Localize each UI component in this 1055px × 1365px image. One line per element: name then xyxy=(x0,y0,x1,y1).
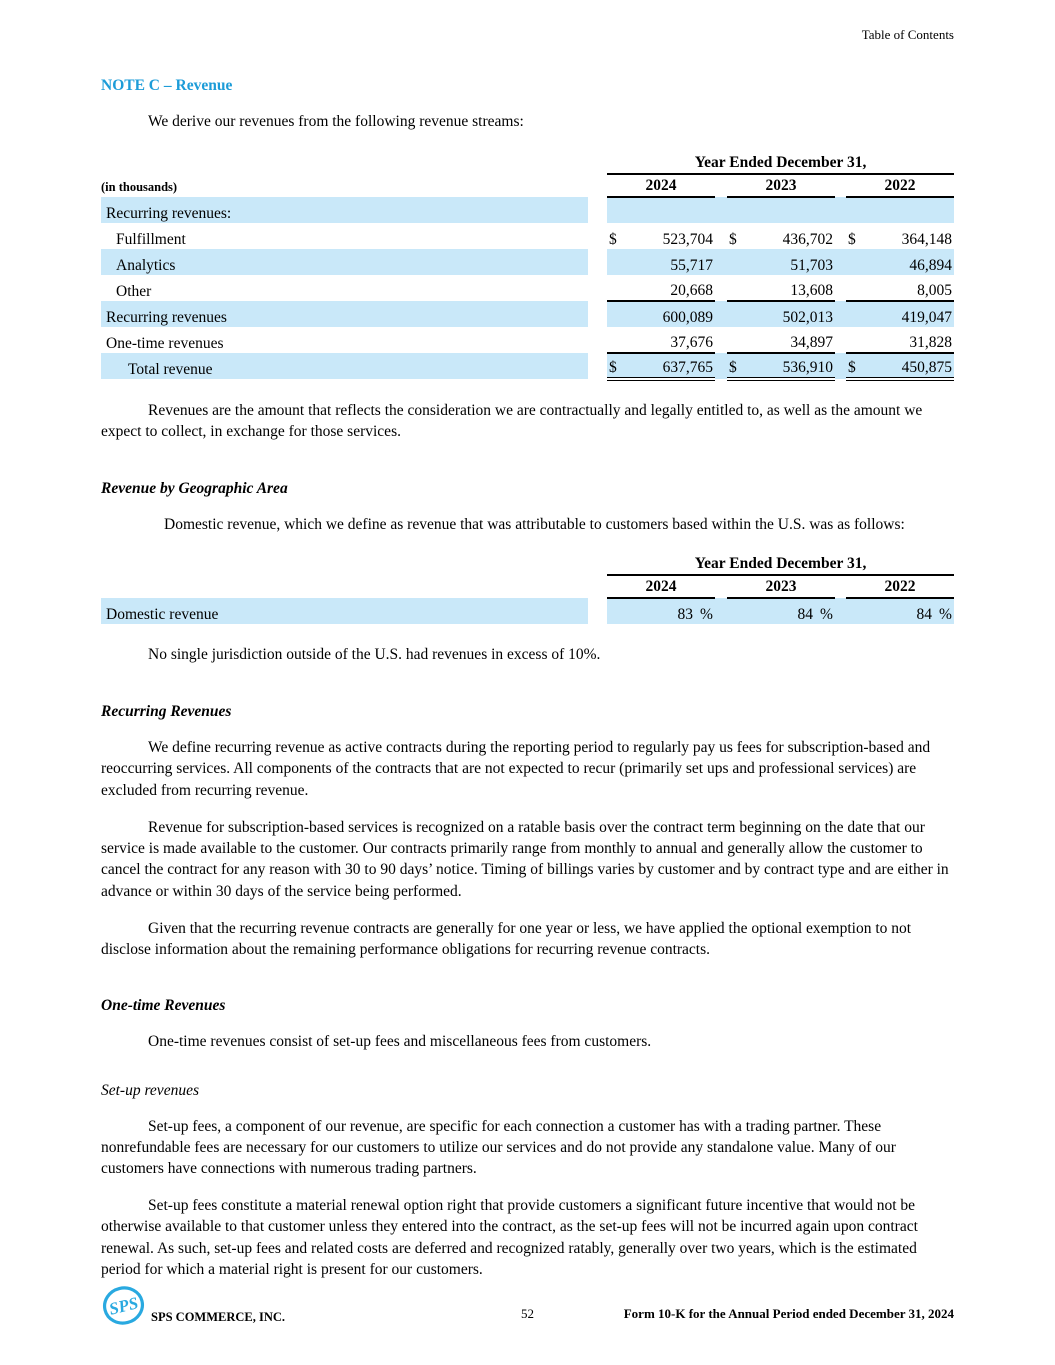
spacer-cell xyxy=(588,223,607,249)
spacer-cell xyxy=(835,223,846,249)
revenue-recognition-paragraph: Revenues are the amount that reflects the consideration we are contractually and legally entitled to, as well as the amount we expect to collect, in exchange for those services. xyxy=(101,402,923,441)
value-cell: 502,013 xyxy=(749,301,835,327)
table-row xyxy=(101,223,954,249)
currency-symbol-cell xyxy=(846,301,868,327)
empty-cell xyxy=(101,575,588,598)
value-cell: 46,894 xyxy=(868,249,954,275)
spacer-cell xyxy=(715,301,727,327)
currency-symbol-cell xyxy=(607,249,629,275)
currency-symbol-cell xyxy=(727,301,749,327)
spacer-cell xyxy=(715,223,727,249)
table-year-header-row xyxy=(101,575,954,598)
spacer-cell xyxy=(835,249,846,275)
empty-cell xyxy=(101,154,588,174)
spacer-cell xyxy=(715,598,727,624)
recurring-paragraph-1: We define recurring revenue as active contracts during the reporting period to regularly pay us fees for subscription-based and reoccurring services. All components of the contracts that are not expected to recur (primarily set ups and professional services) are excluded from recurring revenue. xyxy=(101,739,931,799)
spacer-cell xyxy=(715,353,727,379)
row-label: Fulfillment xyxy=(116,231,186,249)
units-label: (in thousands) xyxy=(101,180,178,195)
row-label: Recurring revenues xyxy=(101,301,588,327)
recurring-revenues-heading: Recurring Revenues xyxy=(101,703,232,721)
value-cell: 436,702 xyxy=(782,231,833,249)
spacer-cell xyxy=(715,197,727,223)
spacer-cell xyxy=(835,353,846,379)
currency-symbol-cell xyxy=(727,327,749,353)
currency-symbol-cell xyxy=(607,327,629,353)
table-row xyxy=(101,275,954,301)
currency-symbol-cell xyxy=(846,327,868,353)
spacer-cell xyxy=(588,555,607,575)
value-cell: 13,608 xyxy=(749,275,835,301)
spacer-cell xyxy=(715,327,727,353)
setup-paragraph-2: Set-up fees constitute a material renewal option right that provide customers a significant future incentive that would not be otherwise available to that customer unless they entered into the contract, as the set-up fees will not be incurred again upon contract renewal. As such, set-up fees and related costs are deferred and recognized ratably, generally over two years, which is the estimated period for which a material right is present for our customers. xyxy=(101,1197,918,1278)
table-of-contents-link[interactable]: Table of Contents xyxy=(861,27,954,42)
geographic-heading: Revenue by Geographic Area xyxy=(101,479,288,497)
svg-text:SPS: SPS xyxy=(107,1293,141,1319)
setup-paragraph-1: Set-up fees, a component of our revenue, are specific for each connection a customer has with a trading partner. These nonrefundable fees are necessary for our customers to utilize our services and do not provide any standalone value. Many of our customers have connections with numerous trading partners. xyxy=(101,1117,896,1177)
currency-symbol-cell: $ xyxy=(609,231,617,249)
currency-symbol-cell xyxy=(727,275,749,301)
year-header: 2024 xyxy=(607,575,715,598)
currency-symbol-cell xyxy=(607,197,629,223)
year-header: 2022 xyxy=(846,575,954,598)
value-cell: 364,148 xyxy=(901,231,953,249)
value-cell: 84 xyxy=(727,598,815,624)
value-cell: 83 xyxy=(607,598,695,624)
row-label: Recurring revenues: xyxy=(101,197,588,223)
spacer-cell xyxy=(588,575,607,598)
value-cell: 536,910 xyxy=(749,353,835,379)
table-span-header-row xyxy=(101,154,954,174)
currency-symbol-cell: $ xyxy=(607,353,629,379)
value-cell: 37,676 xyxy=(629,327,715,353)
page-footer xyxy=(101,1283,954,1335)
intro-paragraph: We derive our revenues from the following revenue streams: xyxy=(148,113,524,130)
spacer-cell xyxy=(835,174,846,197)
currency-symbol-cell xyxy=(846,275,868,301)
value-cell: 8,005 xyxy=(868,275,954,301)
footer-company-name: SPS COMMERCE, INC. xyxy=(151,1310,286,1324)
row-label: Other xyxy=(116,283,152,301)
table-row xyxy=(101,197,954,223)
percent-sign-cell: % xyxy=(815,598,835,624)
row-label: Total revenue xyxy=(101,353,588,379)
domestic-revenue-table xyxy=(101,555,954,624)
percent-sign-cell: % xyxy=(695,598,715,624)
jurisdiction-note-paragraph: No single jurisdiction outside of the U.S. had revenues in excess of 10%. xyxy=(148,645,601,663)
currency-symbol-cell: $ xyxy=(848,231,856,249)
spacer-cell xyxy=(588,249,607,275)
empty-cell xyxy=(101,555,588,575)
currency-symbol-cell: $ xyxy=(729,231,737,249)
spacer-cell xyxy=(588,197,607,223)
value-cell: 450,875 xyxy=(868,353,954,379)
value-cell: 637,765 xyxy=(629,353,715,379)
year-header: 2024 xyxy=(607,174,715,197)
value-cell: 84 xyxy=(846,598,934,624)
table-row xyxy=(101,301,954,327)
table-year-header-row xyxy=(101,174,954,197)
currency-symbol-cell xyxy=(727,249,749,275)
currency-symbol-cell xyxy=(846,249,868,275)
spacer-cell xyxy=(715,174,727,197)
recurring-paragraph-3: Given that the recurring revenue contracts are generally for one year or less, we have applied the optional exemption to not disclose information about the remaining performance obligations for recurring revenue contracts. xyxy=(101,919,912,959)
recurring-paragraph-2: Revenue for subscription-based services is recognized on a ratable basis over the contract term beginning on the date that our service is made available to the customer. Our contracts primarily range from monthly to annual and generally allow the customer to cancel the contract for any reason with 30 to 90 days’ notice. Timing of billings varies by customer and by contract type and are either in advance or within 30 days of the service being performed. xyxy=(101,818,949,900)
span-header: Year Ended December 31, xyxy=(607,555,954,575)
value-cell: 600,089 xyxy=(629,301,715,327)
value-cell xyxy=(629,197,715,223)
row-label: Domestic revenue xyxy=(101,598,588,624)
value-cell xyxy=(749,197,835,223)
spacer-cell xyxy=(588,327,607,353)
value-cell: 419,047 xyxy=(868,301,954,327)
value-cell: 55,717 xyxy=(629,249,715,275)
value-cell: 523,704 xyxy=(662,231,713,249)
note-title: NOTE C – Revenue xyxy=(101,77,233,94)
currency-symbol-cell xyxy=(846,197,868,223)
one-time-intro-paragraph: One-time revenues consist of set-up fees and miscellaneous fees from customers. xyxy=(148,1033,652,1051)
year-header: 2023 xyxy=(727,174,835,197)
footer-page-number: 52 xyxy=(521,1306,534,1321)
spacer-cell xyxy=(588,301,607,327)
spacer-cell xyxy=(715,249,727,275)
table-span-header-row xyxy=(101,555,954,575)
spacer-cell xyxy=(835,197,846,223)
value-cell: 31,828 xyxy=(868,327,954,353)
spacer-cell xyxy=(835,598,846,624)
spacer-cell xyxy=(715,575,727,598)
spacer-cell xyxy=(835,275,846,301)
percent-sign-cell: % xyxy=(934,598,954,624)
spacer-cell xyxy=(835,301,846,327)
revenue-streams-table xyxy=(101,154,954,381)
spacer-cell xyxy=(715,275,727,301)
value-cell xyxy=(868,197,954,223)
spacer-cell xyxy=(835,327,846,353)
spacer-cell xyxy=(588,598,607,624)
one-time-revenues-heading: One-time Revenues xyxy=(101,997,226,1015)
currency-symbol-cell: $ xyxy=(727,353,749,379)
currency-symbol-cell xyxy=(607,301,629,327)
value-cell: 20,668 xyxy=(629,275,715,301)
spacer-cell xyxy=(588,275,607,301)
setup-revenues-heading: Set-up revenues xyxy=(101,1081,199,1099)
year-header: 2022 xyxy=(846,174,954,197)
year-header: 2023 xyxy=(727,575,835,598)
currency-symbol-cell xyxy=(607,275,629,301)
geographic-intro-paragraph: Domestic revenue, which we define as revenue that was attributable to customers based within the U.S. was as follows: xyxy=(164,515,905,533)
value-cell: 34,897 xyxy=(749,327,835,353)
table-row xyxy=(101,327,954,353)
spacer-cell xyxy=(588,154,607,174)
spacer-cell xyxy=(835,575,846,598)
toc-row xyxy=(101,0,954,43)
row-label: One-time revenues xyxy=(106,335,224,353)
table-row xyxy=(101,598,954,624)
footer-form-label: Form 10-K for the Annual Period ended December 31, 2024 xyxy=(623,1306,954,1321)
row-label: Analytics xyxy=(101,249,588,275)
table-row xyxy=(101,353,954,379)
spacer-cell xyxy=(588,174,607,197)
value-cell: 51,703 xyxy=(749,249,835,275)
span-header: Year Ended December 31, xyxy=(607,154,954,174)
table-row xyxy=(101,249,954,275)
currency-symbol-cell: $ xyxy=(846,353,868,379)
currency-symbol-cell xyxy=(727,197,749,223)
spacer-cell xyxy=(588,353,607,379)
